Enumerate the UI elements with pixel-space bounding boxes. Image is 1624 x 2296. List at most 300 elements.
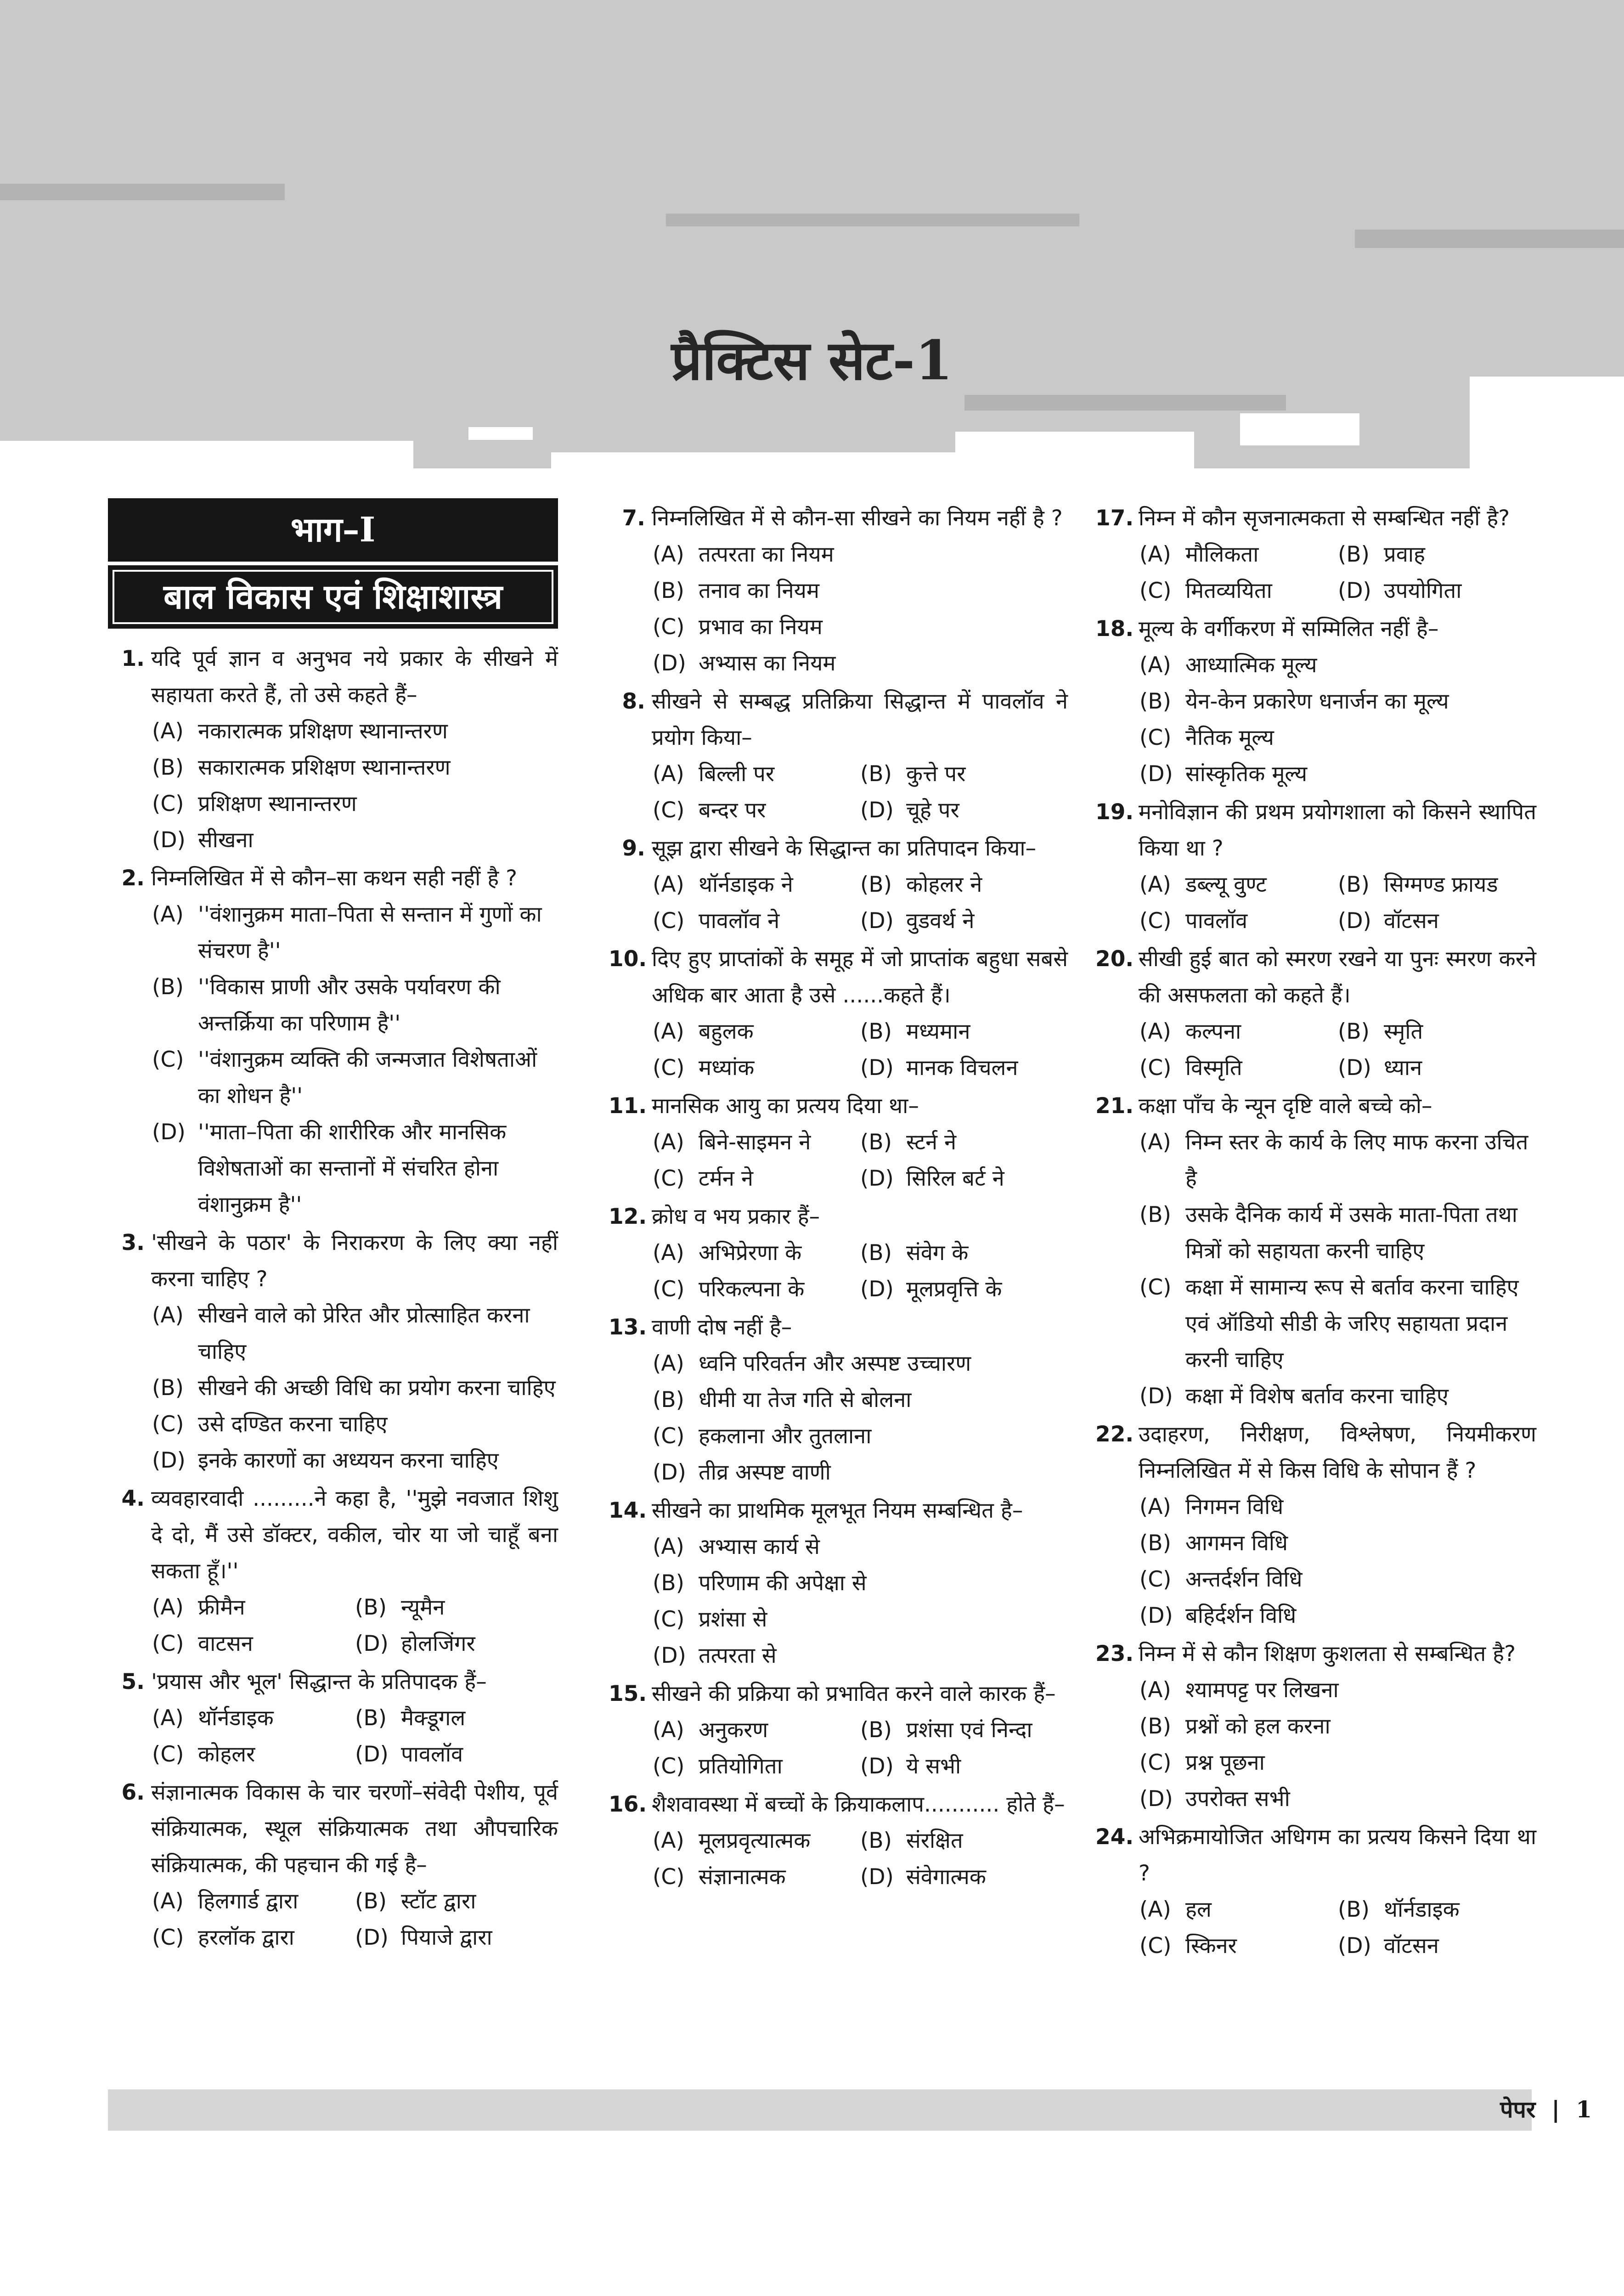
option-text: डब्ल्यू वुण्ट [1185,872,1267,897]
question-number: 23. [1095,1641,1134,1666]
option-text: चूहे पर [906,798,959,823]
option [152,1589,355,1626]
question-text: 'सीखने के पठार' के निराकरण के लिए क्या नहीं करना चाहिए ? [151,1230,558,1292]
question-item [108,1774,558,1956]
option-row [108,1736,558,1773]
option-text: पावलॉव ने [699,908,780,934]
option-row [609,1235,1068,1271]
option-letter: (D) [653,651,686,676]
option-letter: (A) [152,719,184,744]
question-number: 4. [121,1486,145,1511]
option [860,1160,1068,1197]
option [860,903,1068,939]
option-letter: (D) [653,1460,686,1485]
question-item [1095,500,1536,609]
option-row [609,903,1068,939]
option [108,713,558,749]
question-item [609,1676,1068,1784]
option-letter: (D) [152,827,186,853]
option [108,1041,558,1114]
question-text: मानसिक आयु का प्रत्यय दिया था– [652,1093,919,1119]
option [860,1235,1068,1271]
option-letter: (C) [1139,1275,1172,1300]
option [860,1271,1068,1307]
question-item [1095,794,1536,939]
option [1095,1197,1536,1269]
option [860,1823,1068,1859]
option-text: अभ्यास कार्य से [699,1534,820,1559]
question-row [609,683,1068,756]
option-text: कोहलर [198,1742,255,1767]
option-letter: (B) [860,1019,892,1044]
option-letter: (B) [152,974,184,1000]
option-text: स्मृति [1384,1019,1423,1044]
option [653,1235,860,1271]
option-text: पावलॉव [1185,908,1248,934]
option-letter: (D) [152,1120,186,1145]
option-text: ध्यान [1384,1055,1422,1080]
question-item [1095,1416,1536,1634]
option-text: संवेग के [906,1240,969,1266]
option [1139,536,1338,573]
option-text: फ्रीमैन [198,1595,245,1620]
option [653,792,860,828]
option-text: परिकल्पना के [699,1277,805,1302]
option [108,1297,558,1370]
option [653,1050,860,1086]
option-letter: (D) [1139,1786,1173,1812]
question-text: यदि पूर्व ज्ञान व अनुभव नये प्रकार के सीखने में सहायता करते हैं, तो उसे कहते हैं– [151,646,558,708]
option [1095,720,1536,756]
question-item [609,683,1068,828]
option [1095,1708,1536,1745]
option-letter: (A) [152,1595,184,1620]
option-row [609,1050,1068,1086]
option-letter: (C) [152,1047,184,1072]
option-text: ध्वनि परिवर्तन और अस्पष्ट उच्चारण [699,1351,971,1376]
option [1338,1013,1536,1050]
question-row [1095,1088,1536,1124]
page-footer [1500,2093,1592,2126]
option-letter: (A) [152,1303,184,1328]
option-text: कक्षा में विशेष बर्ताव करना चाहिए [1185,1384,1449,1409]
question-item [609,1786,1068,1895]
option-row [108,1919,558,1956]
option-letter: (C) [152,1925,184,1950]
option-text: न्यूमैन [401,1595,445,1620]
option-letter: (A) [1139,653,1171,678]
option-letter: (B) [1338,542,1370,567]
question-text: सीखने से सम्बद्ध प्रतिक्रिया सिद्धान्त में पावलॉव ने प्रयोग किया– [652,689,1068,750]
option-text: स्टर्न ने [906,1130,957,1155]
option-letter: (C) [1139,1933,1172,1958]
option [653,1823,860,1859]
question-row [108,1664,558,1700]
option [108,896,558,969]
question-group [1095,500,1536,1964]
question-number: 22. [1095,1422,1134,1447]
question-number: 24. [1095,1824,1134,1850]
option [1095,1124,1536,1197]
option-text: येन-केन प्रकारेण धनार्जन का मूल्य [1185,689,1449,714]
option-text: टर्मन ने [699,1166,753,1191]
question-number: 15. [609,1681,647,1706]
option-text: प्रश्न पूछना [1185,1750,1265,1775]
option-letter: (B) [1338,872,1370,897]
option [609,536,1068,573]
option-letter: (D) [1338,1933,1371,1958]
option-letter: (B) [860,1828,892,1853]
option [355,1883,558,1919]
option-letter: (D) [860,908,894,934]
option-letter: (B) [860,1240,892,1266]
option-row [1095,903,1536,939]
question-row [1095,500,1536,536]
option [1338,536,1536,573]
option [653,1712,860,1748]
option [355,1736,558,1773]
option [1095,683,1536,720]
option [1338,573,1536,609]
option [108,969,558,1041]
option [1139,867,1338,903]
page-title: प्रैक्टिस सेट-1 [671,328,953,392]
option-text: हरलॉक द्वारा [198,1925,294,1950]
option-text: वॉटसन [1384,908,1439,934]
question-text: व्यवहारवादी .........ने कहा है, ''मुझे नवजात शिशु दे दो, मैं उसे डॉक्टर, वकील, चोर या जो चाहूँ बना सकता हूँ।'' [151,1486,558,1584]
question-number: 20. [1095,946,1134,972]
option-row [1095,1050,1536,1086]
option-letter: (D) [1338,578,1371,603]
question-number: 10. [609,946,647,972]
question-item [1095,941,1536,1086]
option-text: इनके कारणों का अध्ययन करना चाहिए [198,1448,499,1473]
question-text: सीखने का प्राथमिक मूलभूत नियम सम्बन्धित है– [652,1498,1023,1523]
option [1095,1561,1536,1598]
option [609,1418,1068,1454]
option-letter: (D) [860,1055,894,1080]
option-row [609,756,1068,792]
question-text: क्रोध व भय प्रकार हैं– [652,1204,820,1229]
question-number: 12. [609,1204,647,1229]
question-item [609,830,1068,939]
option-text: आगमन विधि [1185,1531,1288,1556]
option-letter: (B) [355,1595,387,1620]
option-letter: (C) [653,1055,685,1080]
option-text: संरक्षित [906,1828,963,1853]
option-letter: (D) [860,798,894,823]
option-letter: (C) [653,908,685,934]
option-text: बिने-साइमन ने [699,1130,811,1155]
header-banner [0,0,1624,468]
question-text: सीखने की प्रक्रिया को प्रभावित करने वाले कारक हैं– [652,1681,1056,1706]
option-letter: (D) [355,1631,389,1656]
option-text: नकारात्मक प्रशिक्षण स्थानान्तरण [198,719,448,744]
option-text: मूलप्रवृत्ति के [906,1277,1002,1302]
question-number: 19. [1095,799,1134,825]
option-letter: (A) [1139,1019,1171,1044]
option-text: कोहलर ने [906,872,982,897]
option-letter: (C) [152,1742,184,1767]
option [1139,903,1338,939]
option [609,609,1068,645]
option [609,1565,1068,1601]
question-group [108,641,558,1956]
option-text: विस्मृति [1185,1055,1242,1080]
option [860,756,1068,792]
option-letter: (A) [1139,542,1171,567]
option-letter: (A) [653,1534,684,1559]
option [653,1859,860,1895]
question-row [1095,1819,1536,1891]
option-row [1095,1891,1536,1928]
option [609,1454,1068,1491]
question-text: निम्नलिखित में से कौन-सा सीखने का नियम नहीं है ? [652,506,1063,531]
column-left [108,498,558,1956]
option-letter: (D) [355,1925,389,1950]
option-letter: (B) [355,1705,387,1731]
option-row [609,1823,1068,1859]
option [1338,1891,1536,1928]
option [860,1712,1068,1748]
option-row [108,1700,558,1736]
question-row [1095,794,1536,867]
option [355,1589,558,1626]
question-text: निम्न में से कौन शिक्षण कुशलता से सम्बन्धित है? [1139,1641,1516,1666]
option-row [1095,1013,1536,1050]
option-letter: (C) [653,1607,685,1632]
question-number: 16. [609,1792,647,1817]
option [1095,1672,1536,1708]
option-text: कक्षा में सामान्य रूप से बर्ताव करना चाहिए एवं ऑडियो सीडी के जरिए सहायता प्रदान करनी चाहिए [1185,1275,1519,1373]
option-letter: (A) [653,761,684,787]
question-item [1095,611,1536,792]
option-letter: (B) [1139,1202,1171,1227]
option [860,1050,1068,1086]
option [1095,1378,1536,1414]
question-item [609,941,1068,1086]
question-row [108,1480,558,1589]
question-text: 'प्रयास और भूल' सिद्धान्त के प्रतिपादक हैं– [151,1669,487,1694]
option-text: श्यामपट्ट पर लिखना [1185,1677,1339,1703]
question-row [108,1225,558,1297]
option-text: तीव्र अस्पष्ट वाणी [699,1460,831,1485]
question-row [609,1786,1068,1823]
question-number: 11. [609,1093,647,1119]
option-letter: (C) [1139,725,1172,750]
option-text: ये सभी [906,1754,961,1779]
option-letter: (B) [860,872,892,897]
question-number: 9. [622,836,645,861]
option-letter: (B) [1139,689,1171,714]
option-text: कल्पना [1185,1019,1241,1044]
option [108,786,558,822]
option-letter: (A) [1139,1130,1171,1155]
option-letter: (D) [1338,908,1371,934]
option-text: थॉर्नडाइक ने [699,872,793,897]
option-text: हल [1185,1897,1212,1922]
option [1095,1525,1536,1561]
option-row [609,1124,1068,1160]
option [1338,1928,1536,1964]
option-text: सीखने की अच्छी विधि का प्रयोग करना चाहिए [198,1375,556,1401]
option-letter: (D) [152,1448,186,1473]
question-text: सूझ द्वारा सीखने के सिद्धान्त का प्रतिपादन किया– [652,836,1037,861]
option [152,1919,355,1956]
question-row [108,641,558,713]
question-text: कक्षा पाँच के न्यून दृष्टि वाले बच्चे को– [1139,1093,1432,1119]
option-letter: (A) [1139,1677,1171,1703]
option-letter: (D) [1338,1055,1371,1080]
question-number: 5. [121,1669,145,1694]
option-letter: (D) [1139,761,1173,787]
option [653,1271,860,1307]
option [653,1748,860,1784]
question-text: सीखी हुई बात को स्मरण रखने या पुनः स्मरण करने की असफलता को कहते हैं। [1139,946,1536,1008]
option-text: मानक विचलन [906,1055,1018,1080]
option [1095,1598,1536,1634]
option [1139,1013,1338,1050]
subject-heading: बाल विकास एवं शिक्षाशास्त्र [108,565,558,629]
question-item [108,1664,558,1773]
question-item [108,1480,558,1662]
option-text: मध्यमान [906,1019,970,1044]
option-text: सांस्कृतिक मूल्य [1185,761,1308,787]
option-text: उपयोगिता [1384,578,1462,603]
option-letter: (A) [653,1240,684,1266]
option [152,1700,355,1736]
page-number: 1 [1576,2096,1592,2123]
option-letter: (C) [653,1166,685,1191]
option-letter: (B) [152,755,184,780]
option-text: परिणाम की अपेक्षा से [699,1570,867,1596]
option-text: अनुकरण [699,1717,768,1743]
footer-divider: | [1543,2096,1568,2123]
option-text: अभिप्रेरणा के [699,1240,802,1266]
option-text: हकलाना और तुतलाना [699,1424,872,1449]
question-text: अभिक्रमायोजित अधिगम का प्रत्यय किसने दिया था ? [1139,1824,1536,1886]
option [108,749,558,786]
question-group [609,500,1068,1895]
option-letter: (A) [653,1828,684,1853]
option [108,1442,558,1479]
option-row [108,1589,558,1626]
option-text: बिल्ली पर [699,761,775,787]
option [1139,1050,1338,1086]
option-text: अभ्यास का नियम [699,651,836,676]
option [860,1124,1068,1160]
option-row [108,1626,558,1662]
question-number: 3. [121,1230,145,1255]
option [1338,1050,1536,1086]
question-item [609,1088,1068,1197]
question-text: मनोविज्ञान की प्रथम प्रयोगशाला को किसने स्थापित किया था ? [1139,799,1536,861]
question-number: 1. [121,646,145,671]
option [653,903,860,939]
option-text: प्रश्नों को हल करना [1185,1714,1331,1739]
option-text: आध्यात्मिक मूल्य [1185,653,1317,678]
option [609,573,1068,609]
option-letter: (A) [653,542,684,567]
option-letter: (D) [653,1643,686,1668]
option [860,792,1068,828]
option [108,822,558,858]
option-text: ''वंशानुक्रम माता–पिता से सन्तान में गुणों का संचरण है'' [198,902,542,963]
option [609,645,1068,681]
option [108,1114,558,1223]
question-row [1095,611,1536,647]
column-middle [609,498,1068,1895]
question-text: वाणी दोष नहीं है– [652,1315,792,1340]
option-letter: (C) [152,791,184,816]
option-text: थॉर्नडाइक [198,1705,274,1731]
option-text: सिग्मण्ड फ्रायड [1384,872,1498,897]
option-letter: (D) [860,1754,894,1779]
option-letter: (B) [152,1375,184,1401]
question-item [1095,1088,1536,1414]
question-row [609,830,1068,867]
option [860,1013,1068,1050]
option [653,1160,860,1197]
option-letter: (C) [152,1412,184,1437]
option-letter: (C) [653,1864,685,1890]
question-number: 13. [609,1315,647,1340]
option [1095,1745,1536,1781]
question-number: 21. [1095,1093,1134,1119]
option-letter: (A) [152,902,184,927]
question-text: संज्ञानात्मक विकास के चार चरणों–संवेदी पेशीय, पूर्व संक्रियात्मक, स्थूल संक्रियात्मक तथा औपचारिक संक्रियात्मक, की पहचान की गई है– [151,1780,558,1878]
option-row [108,1883,558,1919]
option [609,1529,1068,1565]
question-item [108,1225,558,1479]
column-right [1095,498,1536,1964]
option [1139,1928,1338,1964]
question-row [108,1774,558,1883]
option [860,1748,1068,1784]
option-letter: (A) [1139,872,1171,897]
option-letter: (C) [1139,578,1172,603]
option [1338,903,1536,939]
option-text: बहिर्दर्शन विधि [1185,1603,1297,1628]
option-row [609,792,1068,828]
option [1095,756,1536,792]
option-letter: (C) [1139,1750,1172,1775]
question-row [609,500,1068,536]
option-letter: (B) [653,1387,684,1412]
option-text: ''माता–पिता की शारीरिक और मानसिक विशेषताओं का सन्तानों में संचरित होना वंशानुक्रम है'' [198,1120,507,1217]
option-letter: (C) [1139,1567,1172,1592]
option-text: संज्ञानात्मक [699,1864,786,1890]
option-letter: (A) [653,1351,684,1376]
option-row [609,1271,1068,1307]
option-text: अन्तर्दर्शन विधि [1185,1567,1303,1592]
option-text: प्रवाह [1384,542,1426,567]
option-text: तत्परता से [699,1643,777,1668]
option-letter: (B) [1139,1714,1171,1739]
question-row [609,1676,1068,1712]
option-text: मध्यांक [699,1055,755,1080]
option [355,1919,558,1956]
question-item [609,500,1068,681]
option-text: उपरोक्त सभी [1185,1786,1290,1812]
option-text: सीखने वाले को प्रेरित और प्रोत्साहित करना चाहिए [198,1303,530,1364]
option-row [609,1013,1068,1050]
option-text: सिरिल बर्ट ने [906,1166,1004,1191]
footer-bar [108,2089,1532,2131]
option-text: निगमन विधि [1185,1494,1284,1519]
question-item [1095,1636,1536,1817]
question-text: दिए हुए प्राप्तांकों के समूह में जो प्राप्तांक बहुधा सबसे अधिक बार आता है उसे ......कहते हैं। [652,946,1068,1008]
